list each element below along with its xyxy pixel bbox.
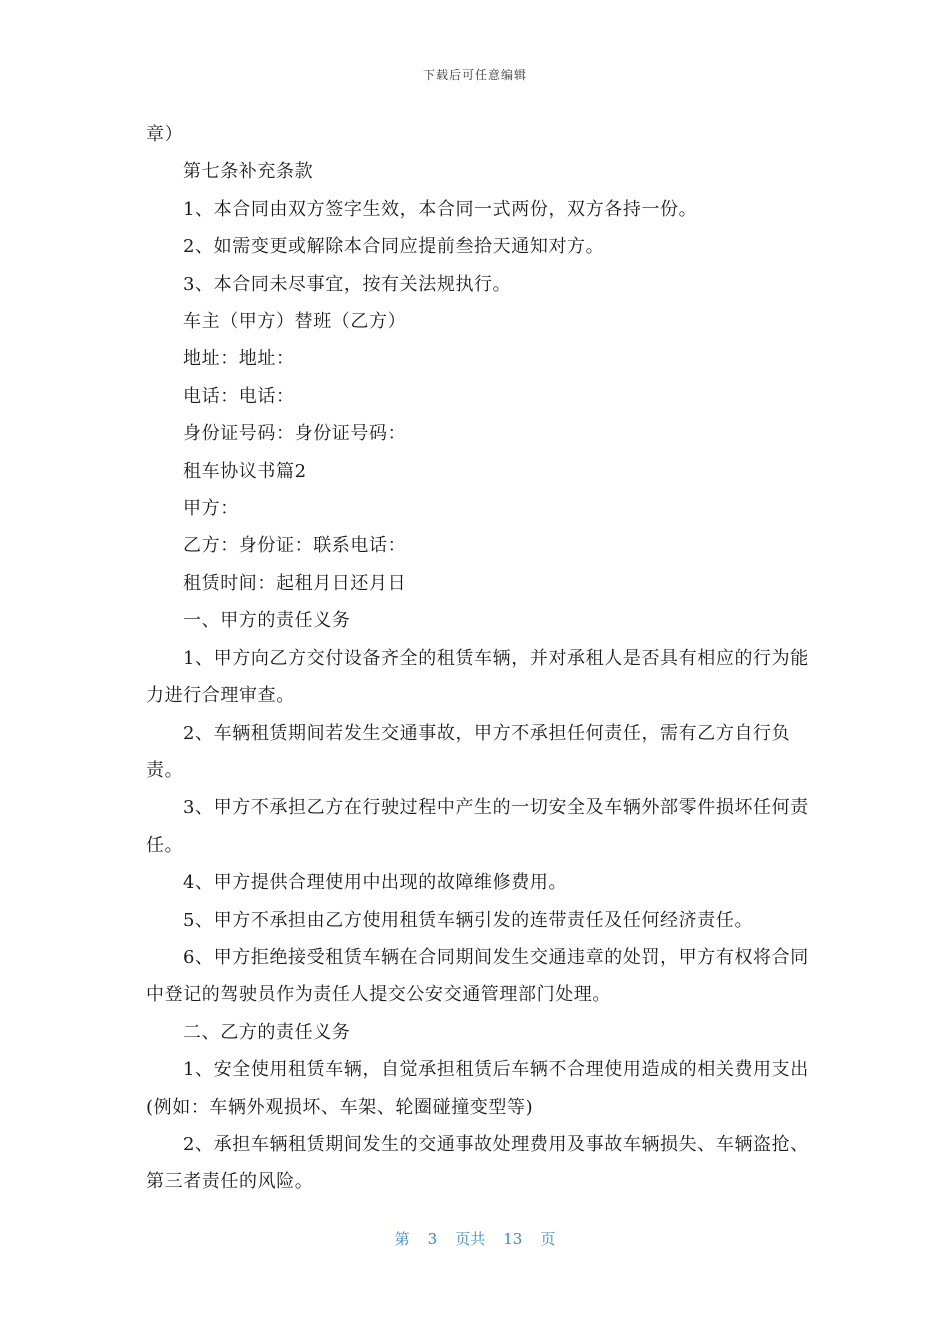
paragraph: 1、本合同由双方签字生效，本合同一式两份，双方各持一份。 [183, 198, 698, 220]
current-page-number: 3 [427, 1230, 438, 1248]
document-body [146, 116, 818, 1201]
paragraph: 2、如需变更或解除本合同应提前叁拾天通知对方。 [183, 236, 605, 258]
page-header-note: 下载后可任意编辑 [422, 68, 527, 82]
page-label-prefix: 第 [394, 1230, 410, 1248]
paragraph: 租车协议书篇2 [183, 460, 307, 482]
paragraph: 5、甲方不承担由乙方使用租赁车辆引发的连带责任及任何经济责任。 [183, 909, 754, 931]
paragraph: 甲方： [183, 498, 239, 520]
paragraph: 二、乙方的责任义务 [183, 1021, 351, 1043]
total-pages-number: 13 [503, 1230, 523, 1248]
page-footer [0, 1228, 950, 1249]
paragraph: 6、甲方拒绝接受租赁车辆在合同期间发生交通违章的处罚，甲方有权将合同中登记的驾驶员作为责任人提交公安交通管理部门处理。 [146, 946, 809, 1006]
paragraph: 车主（甲方）替班（乙方） [183, 311, 407, 333]
paragraph: 地址：地址： [183, 348, 295, 370]
paragraph: 2、承担车辆租赁期间发生的交通事故处理费用及事故车辆损失、车辆盗抢、第三者责任的风险。 [146, 1133, 809, 1193]
paragraph: 第七条补充条款 [183, 161, 314, 183]
paragraph: 电话：电话： [183, 385, 295, 407]
paragraph: 3、甲方不承担乙方在行驶过程中产生的一切安全及车辆外部零件损坏任何责任。 [146, 797, 809, 856]
paragraph: 1、安全使用租赁车辆，自觉承担租赁后车辆不合理使用造成的相关费用支出(例如：车辆外观损坏、车架、轮圈碰撞变型等) [146, 1059, 809, 1118]
page-label-mid: 页共 [455, 1230, 486, 1248]
paragraph: 租赁时间：起租月日还月日 [183, 572, 407, 594]
paragraph: 一、甲方的责任义务 [183, 610, 351, 632]
paragraph: 1、甲方向乙方交付设备齐全的租赁车辆，并对承租人是否具有相应的行为能力进行合理审查。 [146, 647, 809, 707]
page-label-suffix: 页 [540, 1230, 556, 1248]
paragraph: 4、甲方提供合理使用中出现的故障维修费用。 [183, 872, 568, 894]
paragraph: 章） [146, 124, 184, 145]
paragraph: 3、本合同未尽事宜，按有关法规执行。 [183, 273, 512, 295]
paragraph: 2、车辆租赁期间若发生交通事故，甲方不承担任何责任，需有乙方自行负责。 [146, 722, 791, 781]
paragraph: 身份证号码：身份证号码： [183, 423, 407, 445]
paragraph: 乙方：身份证：联系电话： [183, 535, 407, 557]
